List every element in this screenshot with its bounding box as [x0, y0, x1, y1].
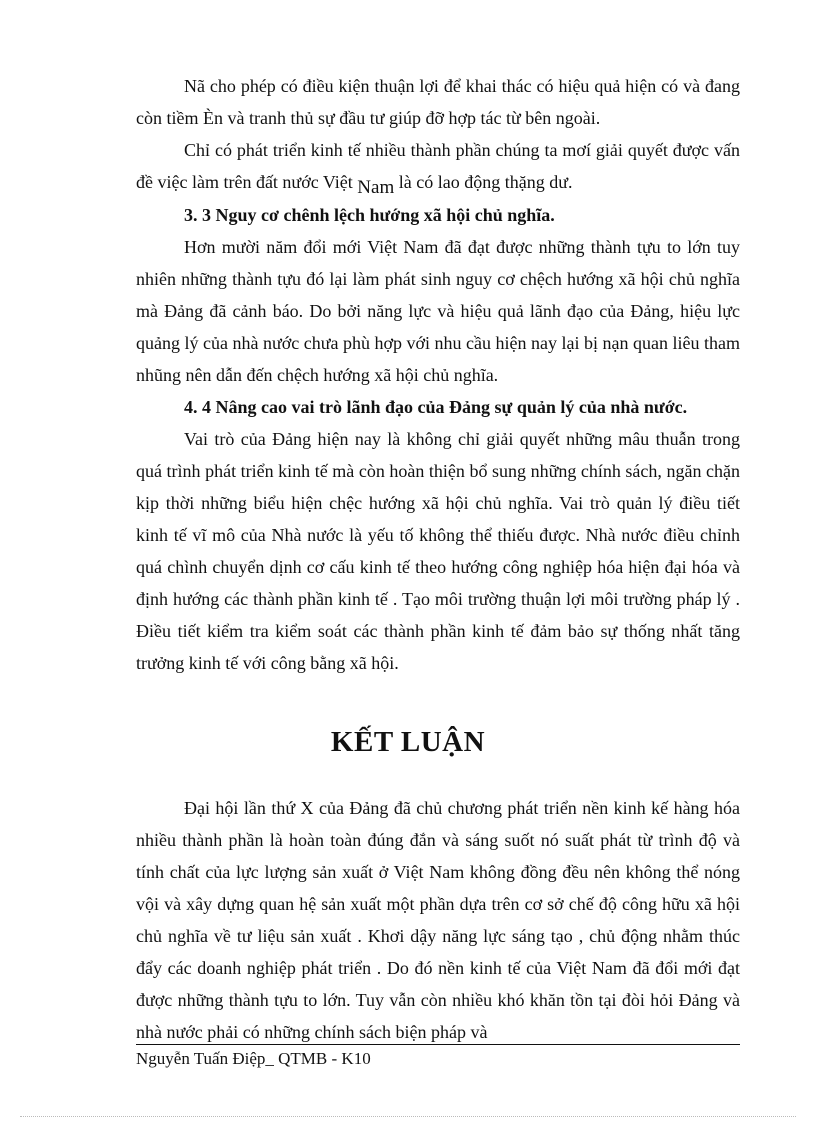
paragraph-4: Vai trò của Đảng hiện nay là không chỉ giải quyết những mâu thuẫn trong quá trình phát triển kinh tế mà còn hoàn thiện bổ sung những chính sách, ngăn chặn kịp thời những biểu hiện chệc hướng xã hội chủ nghĩa. Vai trò quản lý điều tiết kinh tế vĩ mô của Nhà nước là yếu tố không thể thiếu được. Nhà nước điều chỉnh quá chình chuyển dịnh cơ cấu kinh tế theo hướng công nghiệp hóa hiện đại hóa và định hướng các thành phần kinh tế . Tạo môi trường thuận lợi môi trường pháp lý . Điều tiết kiểm tra kiểm soát các thành phần kinh tế đảm bảo sự thống nhất tăng trưởng kinh tế với công bằng xã hội.	[136, 429, 740, 673]
paragraph-2-text-a: Chỉ có phát triển kinh tế nhiều thành phần chúng ta mơí giải quyết được vấn đề việc làm trên đất nước Việt	[136, 140, 740, 192]
conclusion-title: KẾT LUẬN	[330, 726, 486, 758]
paragraph-2-text-b: là có lao động thặng dư.	[394, 172, 573, 192]
conclusion-paragraph: Đại hội lần thứ X của Đảng đã chủ chương phát triển nền kinh kế hàng hóa nhiều thành phần là hoàn toàn đúng đắn và sáng suốt nó suất phát từ trình độ và tính chất của lực lượng sản xuất ở Việt Nam không đồng đều nên không thể nóng vội và xây dựng quan hệ sản xuất một phần dựa trên cơ sở chế độ công hữu xã hội chủ nghĩa về tư liệu sản xuất . Khơi dậy năng lực sáng tạo , chủ động nhằm thúc đẩy các doanh nghiệp phát triển . Do đó nền kinh tế của Việt Nam đã đổi mới đạt được những thành tựu to lớn. Tuy vẫn còn nhiều khó khăn tồn tại đòi hỏi Đảng và nhà nước phải có những chính sách biện pháp và	[136, 798, 740, 1042]
heading-4-4: 4. 4 Nâng cao vai trò lãnh đạo của Đảng sự quản lý của nhà nước.	[184, 397, 688, 417]
body-section	[136, 70, 740, 679]
paragraph-1: Nã cho phép có điều kiện thuận lợi để khai thác có hiệu quả hiện có và đang còn tiềm Èn và tranh thủ sự đầu tư giúp đỡ hợp tác từ bên ngoài.	[136, 76, 740, 128]
paragraph-2	[136, 134, 740, 199]
page-edge-dotted-line	[20, 1116, 796, 1117]
footer-divider	[136, 1044, 740, 1045]
conclusion-section	[136, 792, 740, 1048]
paragraph-3: Hơn mười năm đổi mới Việt Nam đã đạt được những thành tựu to lớn tuy nhiên những thành tựu đó lại làm phát sinh nguy cơ chệch hướng xã hội chủ nghĩa mà Đảng đã cảnh báo. Do bởi năng lực và hiệu quả lãnh đạo của Đảng, hiệu lực quảng lý của nhà nước chưa phù hợp với nhu cầu hiện nay lại bị nạn quan liêu tham nhũng nên dẫn đến chệch hướng xã hội chủ nghĩa.	[136, 237, 740, 385]
footer-author: Nguyễn Tuấn Điệp_ QTMB - K10	[136, 1049, 371, 1068]
paragraph-2-offset-word: Nam	[357, 177, 395, 198]
heading-3-3: 3. 3 Nguy cơ chênh lệch hướng xã hội chủ nghĩa.	[184, 205, 555, 225]
